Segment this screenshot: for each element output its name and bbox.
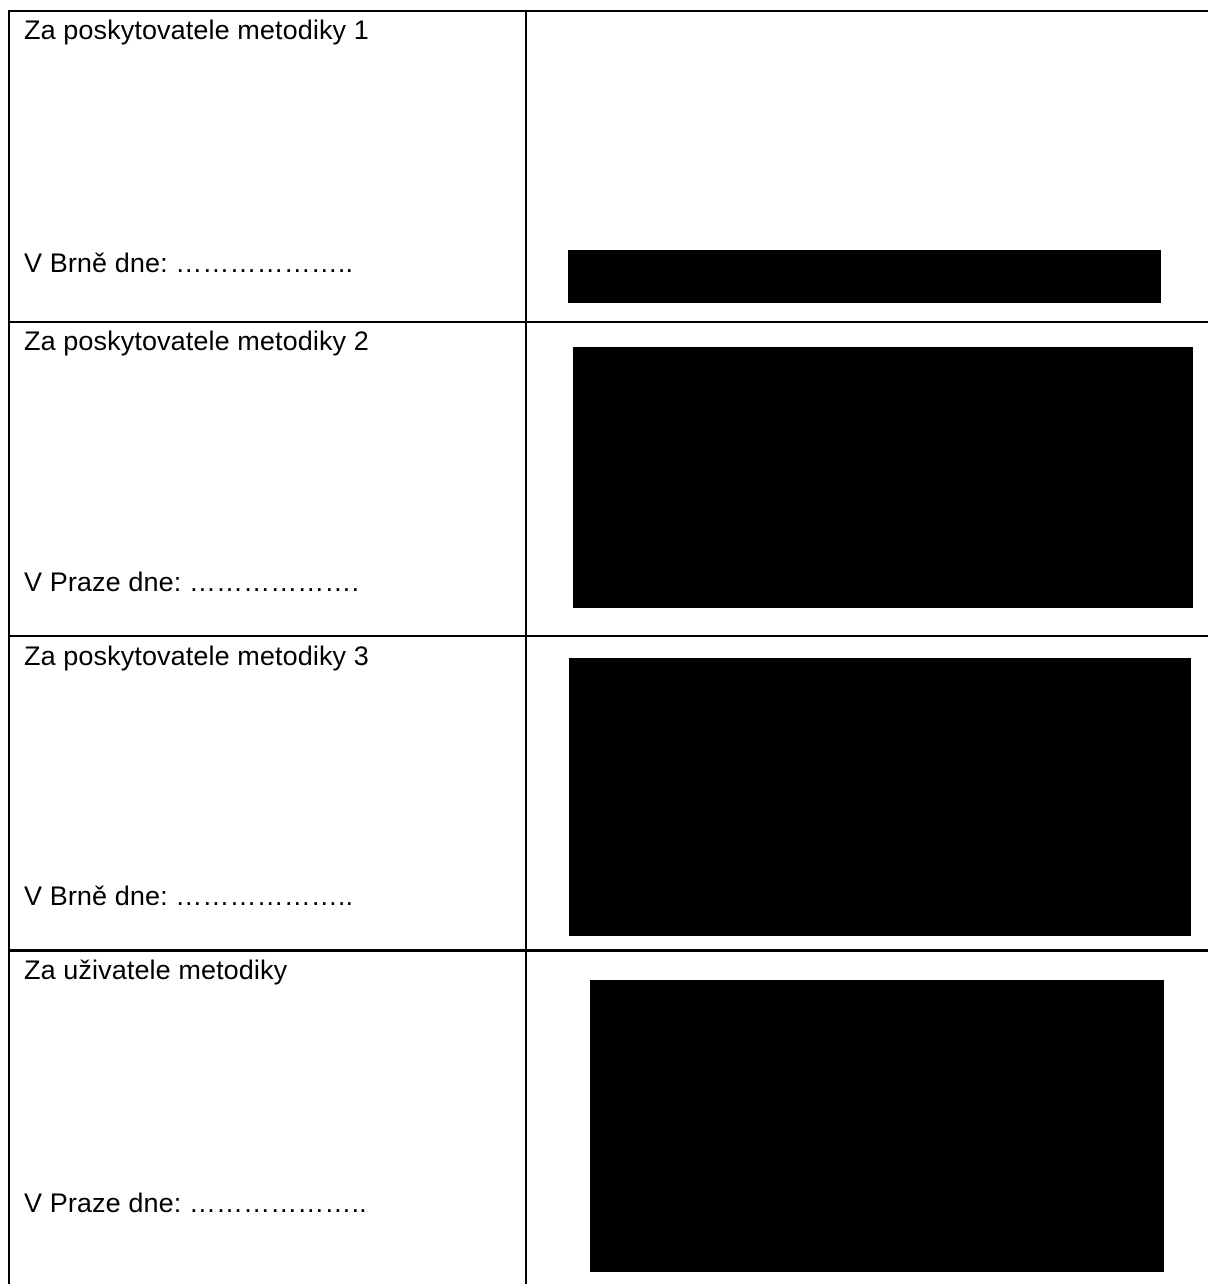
row-2-header: Za poskytovatele metodiky 2 [24,326,369,356]
row-divider-2 [8,635,1208,637]
row-4-signature-redaction [590,980,1164,1272]
row-4-place-date: V Praze dne: ……………….. [24,1188,367,1218]
row-2-signature-redaction [573,347,1193,608]
row-1-header: Za poskytovatele metodiky 1 [24,15,369,45]
row-3-signature-redaction [569,658,1191,936]
row-4-header: Za uživatele metodiky [24,955,288,985]
row-1-place-date: V Brně dne: ……………….. [24,248,354,278]
row-1-signature-redaction [568,250,1161,303]
row-divider-1 [8,321,1208,323]
row-divider-3 [8,949,1208,952]
table-left-border [8,10,10,1284]
row-2-place-date: V Praze dne: ………………. [24,567,360,597]
row-3-header: Za poskytovatele metodiky 3 [24,641,369,671]
table-top-border [8,10,1208,12]
row-3-place-date: V Brně dne: ……………….. [24,881,354,911]
table-column-divider [525,10,527,1284]
